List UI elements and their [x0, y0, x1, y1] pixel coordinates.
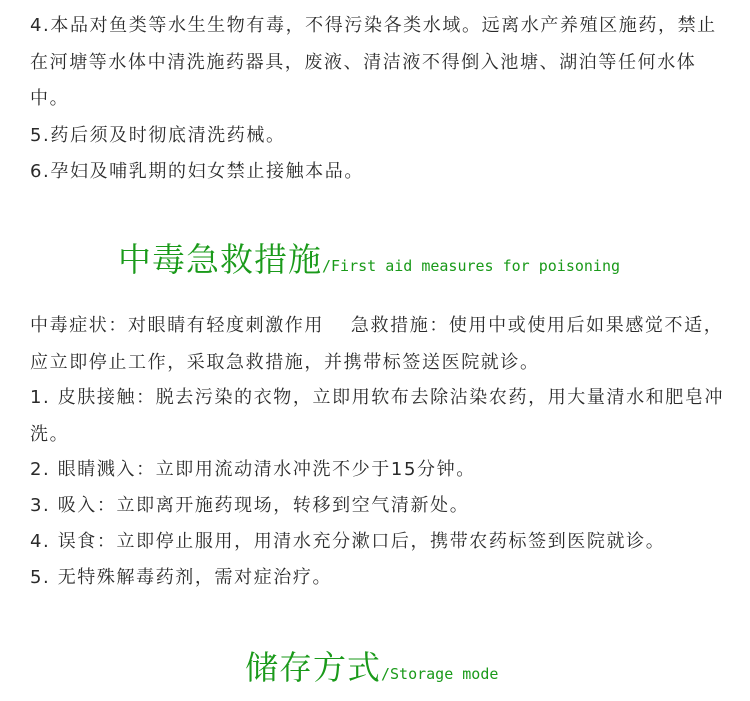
precaution-item-6: 6.孕妇及哺乳期的妇女禁止接触本品。 [30, 161, 364, 182]
first-aid-symptoms: 中毒症状：对眼睛有轻度刺激作用 急救措施：使用中或使用后如果感觉不适，应立即停止工作，采取急救措施，并携带标签送医院就诊。 [30, 315, 724, 373]
first-aid-heading-en: /First aid measures for poisoning [322, 257, 621, 275]
storage-heading [245, 642, 498, 689]
precaution-item-5: 5.药后须及时彻底清洗药械。 [30, 125, 286, 146]
precaution-item-4: 4.本品对鱼类等水生生物有毒，不得污染各类水域。远离水产养殖区施药，禁止在河塘等水体中清洗施药器具，废液、清洁液不得倒入池塘、湖泊等任何水体中。 [30, 15, 717, 109]
first-aid-item-5: 5. 无特殊解毒药剂，需对症治疗。 [30, 567, 333, 588]
first-aid-item-4: 4. 误食：立即停止服用，用清水充分漱口后，携带农药标签到医院就诊。 [30, 531, 666, 552]
storage-heading-en: /Storage mode [381, 665, 499, 683]
storage-heading-cn: 储存方式 [245, 648, 381, 687]
first-aid-item-2: 2. 眼睛溅入：立即用流动清水冲洗不少于15分钟。 [30, 459, 476, 480]
first-aid-item-3: 3. 吸入：立即离开施药现场，转移到空气清新处。 [30, 495, 470, 516]
first-aid-item-1: 1. 皮肤接触：脱去污染的衣物，立即用软布去除沾染农药，用大量清水和肥皂冲洗。 [30, 387, 725, 445]
first-aid-heading [118, 234, 620, 281]
first-aid-heading-cn: 中毒急救措施 [118, 240, 322, 279]
